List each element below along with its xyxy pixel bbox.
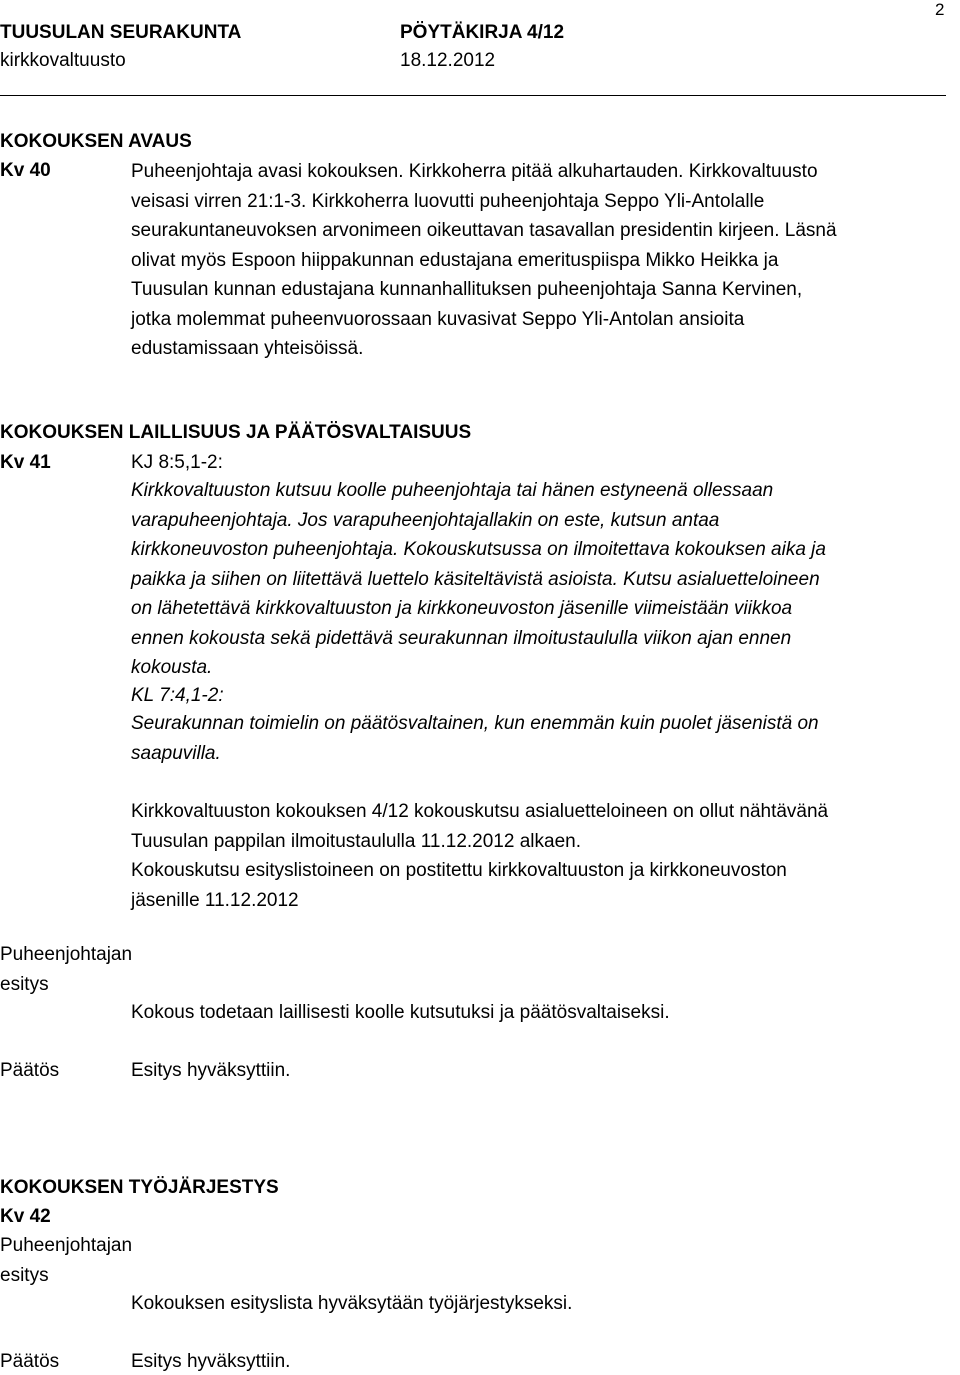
section-heading-tyojarjestys: KOKOUKSEN TYÖJÄRJESTYS [0, 1177, 279, 1198]
proposal-text: Kokouksen esityslista hyväksytään työjärjestykseksi. [131, 1293, 573, 1314]
header-rule [0, 95, 946, 96]
kv-number-40: Kv 40 [0, 160, 51, 181]
kl-reference: KL 7:4,1-2: [131, 685, 224, 706]
header-document-title: PÖYTÄKIRJA 4/12 [400, 22, 565, 43]
paragraph-line: jotka molemmat puheenvuorossaan kuvasivat Seppo Yli-Antolan ansioita [131, 308, 745, 330]
header-org: TUUSULAN SEURAKUNTA [0, 22, 242, 43]
section-avaus-text [131, 157, 837, 364]
proposal-label-cont: esitys [0, 974, 49, 995]
quote-line: Kirkkovaltuuston kutsuu koolle puheenjohtaja tai hänen estyneenä ollessaan [131, 480, 774, 501]
meeting-notice [131, 797, 828, 915]
quote-line: kokousta. [131, 657, 213, 678]
quote-line: varapuheenjohtaja. Jos varapuheenjohtajallakin on este, kutsun antaa [131, 509, 720, 531]
proposal-label: Puheenjohtajan [0, 1235, 133, 1256]
paragraph-line: veisasi virren 21:1-3. Kirkkoherra luovutti puheenjohtaja Seppo Yli-Antolalle [131, 190, 765, 212]
section-heading-avaus: KOKOUKSEN AVAUS [0, 131, 192, 152]
quote-line: paikka ja siihen on liitettävä luettelo käsiteltävistä asioista. Kutsu asialuetteloineen [131, 568, 820, 590]
kj-quote [131, 476, 826, 683]
header-date: 18.12.2012 [400, 50, 496, 71]
decision-label: Päätös [0, 1351, 60, 1372]
proposal-label: Puheenjohtajan [0, 944, 133, 965]
decision-text: Esitys hyväksyttiin. [131, 1351, 291, 1372]
paragraph-line: Tuusulan pappilan ilmoitustaululla 11.12.2012 alkaen. [131, 830, 581, 852]
kv-number-42: Kv 42 [0, 1206, 51, 1227]
paragraph-line: Puheenjohtaja avasi kokouksen. Kirkkoherra pitää alkuhartauden. Kirkkovaltuusto [131, 161, 818, 182]
quote-line: on lähetettävä kirkkovaltuuston ja kirkkoneuvoston jäsenille viimeistään viikkoa [131, 598, 793, 619]
section-heading-laillisuus: KOKOUKSEN LAILLISUUS JA PÄÄTÖSVALTAISUUS [0, 422, 472, 443]
proposal-text: Kokous todetaan laillisesti koolle kutsutuksi ja päätösvaltaiseksi. [131, 1002, 670, 1023]
quote-line: kirkkoneuvoston puheenjohtaja. Kokouskutsussa on ilmoitettava kokouksen aika ja [131, 539, 826, 560]
paragraph-line: Kirkkovaltuuston kokouksen 4/12 kokouskutsu asialuetteloineen on ollut nähtävänä [131, 801, 829, 822]
page-number: 2 [935, 0, 945, 19]
kl-quote [131, 709, 819, 768]
paragraph-line: jäsenille 11.12.2012 [131, 889, 299, 911]
kj-reference: KJ 8:5,1-2: [131, 452, 223, 473]
paragraph-line: olivat myös Espoon hiippakunnan edustajana emerituspiispa Mikko Heikka ja [131, 249, 779, 271]
paragraph-line: Kokouskutsu esityslistoineen on postitettu kirkkovaltuuston ja kirkkoneuvoston [131, 860, 787, 881]
quote-line: ennen kokousta sekä pidettävä seurakunnan ilmoitustaululla viikon ajan ennen [131, 627, 792, 649]
decision-text: Esitys hyväksyttiin. [131, 1060, 291, 1081]
decision-label: Päätös [0, 1060, 60, 1081]
proposal-label-cont: esitys [0, 1265, 49, 1286]
quote-line: Seurakunnan toimielin on päätösvaltainen, kun enemmän kuin puolet jäsenistä on [131, 713, 819, 734]
paragraph-line: seurakuntaneuvoksen arvonimeen oikeuttavan tasavallan presidentin kirjeen. Läsnä [131, 220, 837, 241]
paragraph-line: Tuusulan kunnan edustajana kunnanhallituksen puheenjohtaja Sanna Kervinen, [131, 279, 803, 300]
header-body: kirkkovaltuusto [0, 50, 126, 71]
quote-line: saapuvilla. [131, 742, 221, 764]
paragraph-line: edustamissaan yhteisöissä. [131, 338, 364, 359]
kv-number-41: Kv 41 [0, 452, 51, 473]
